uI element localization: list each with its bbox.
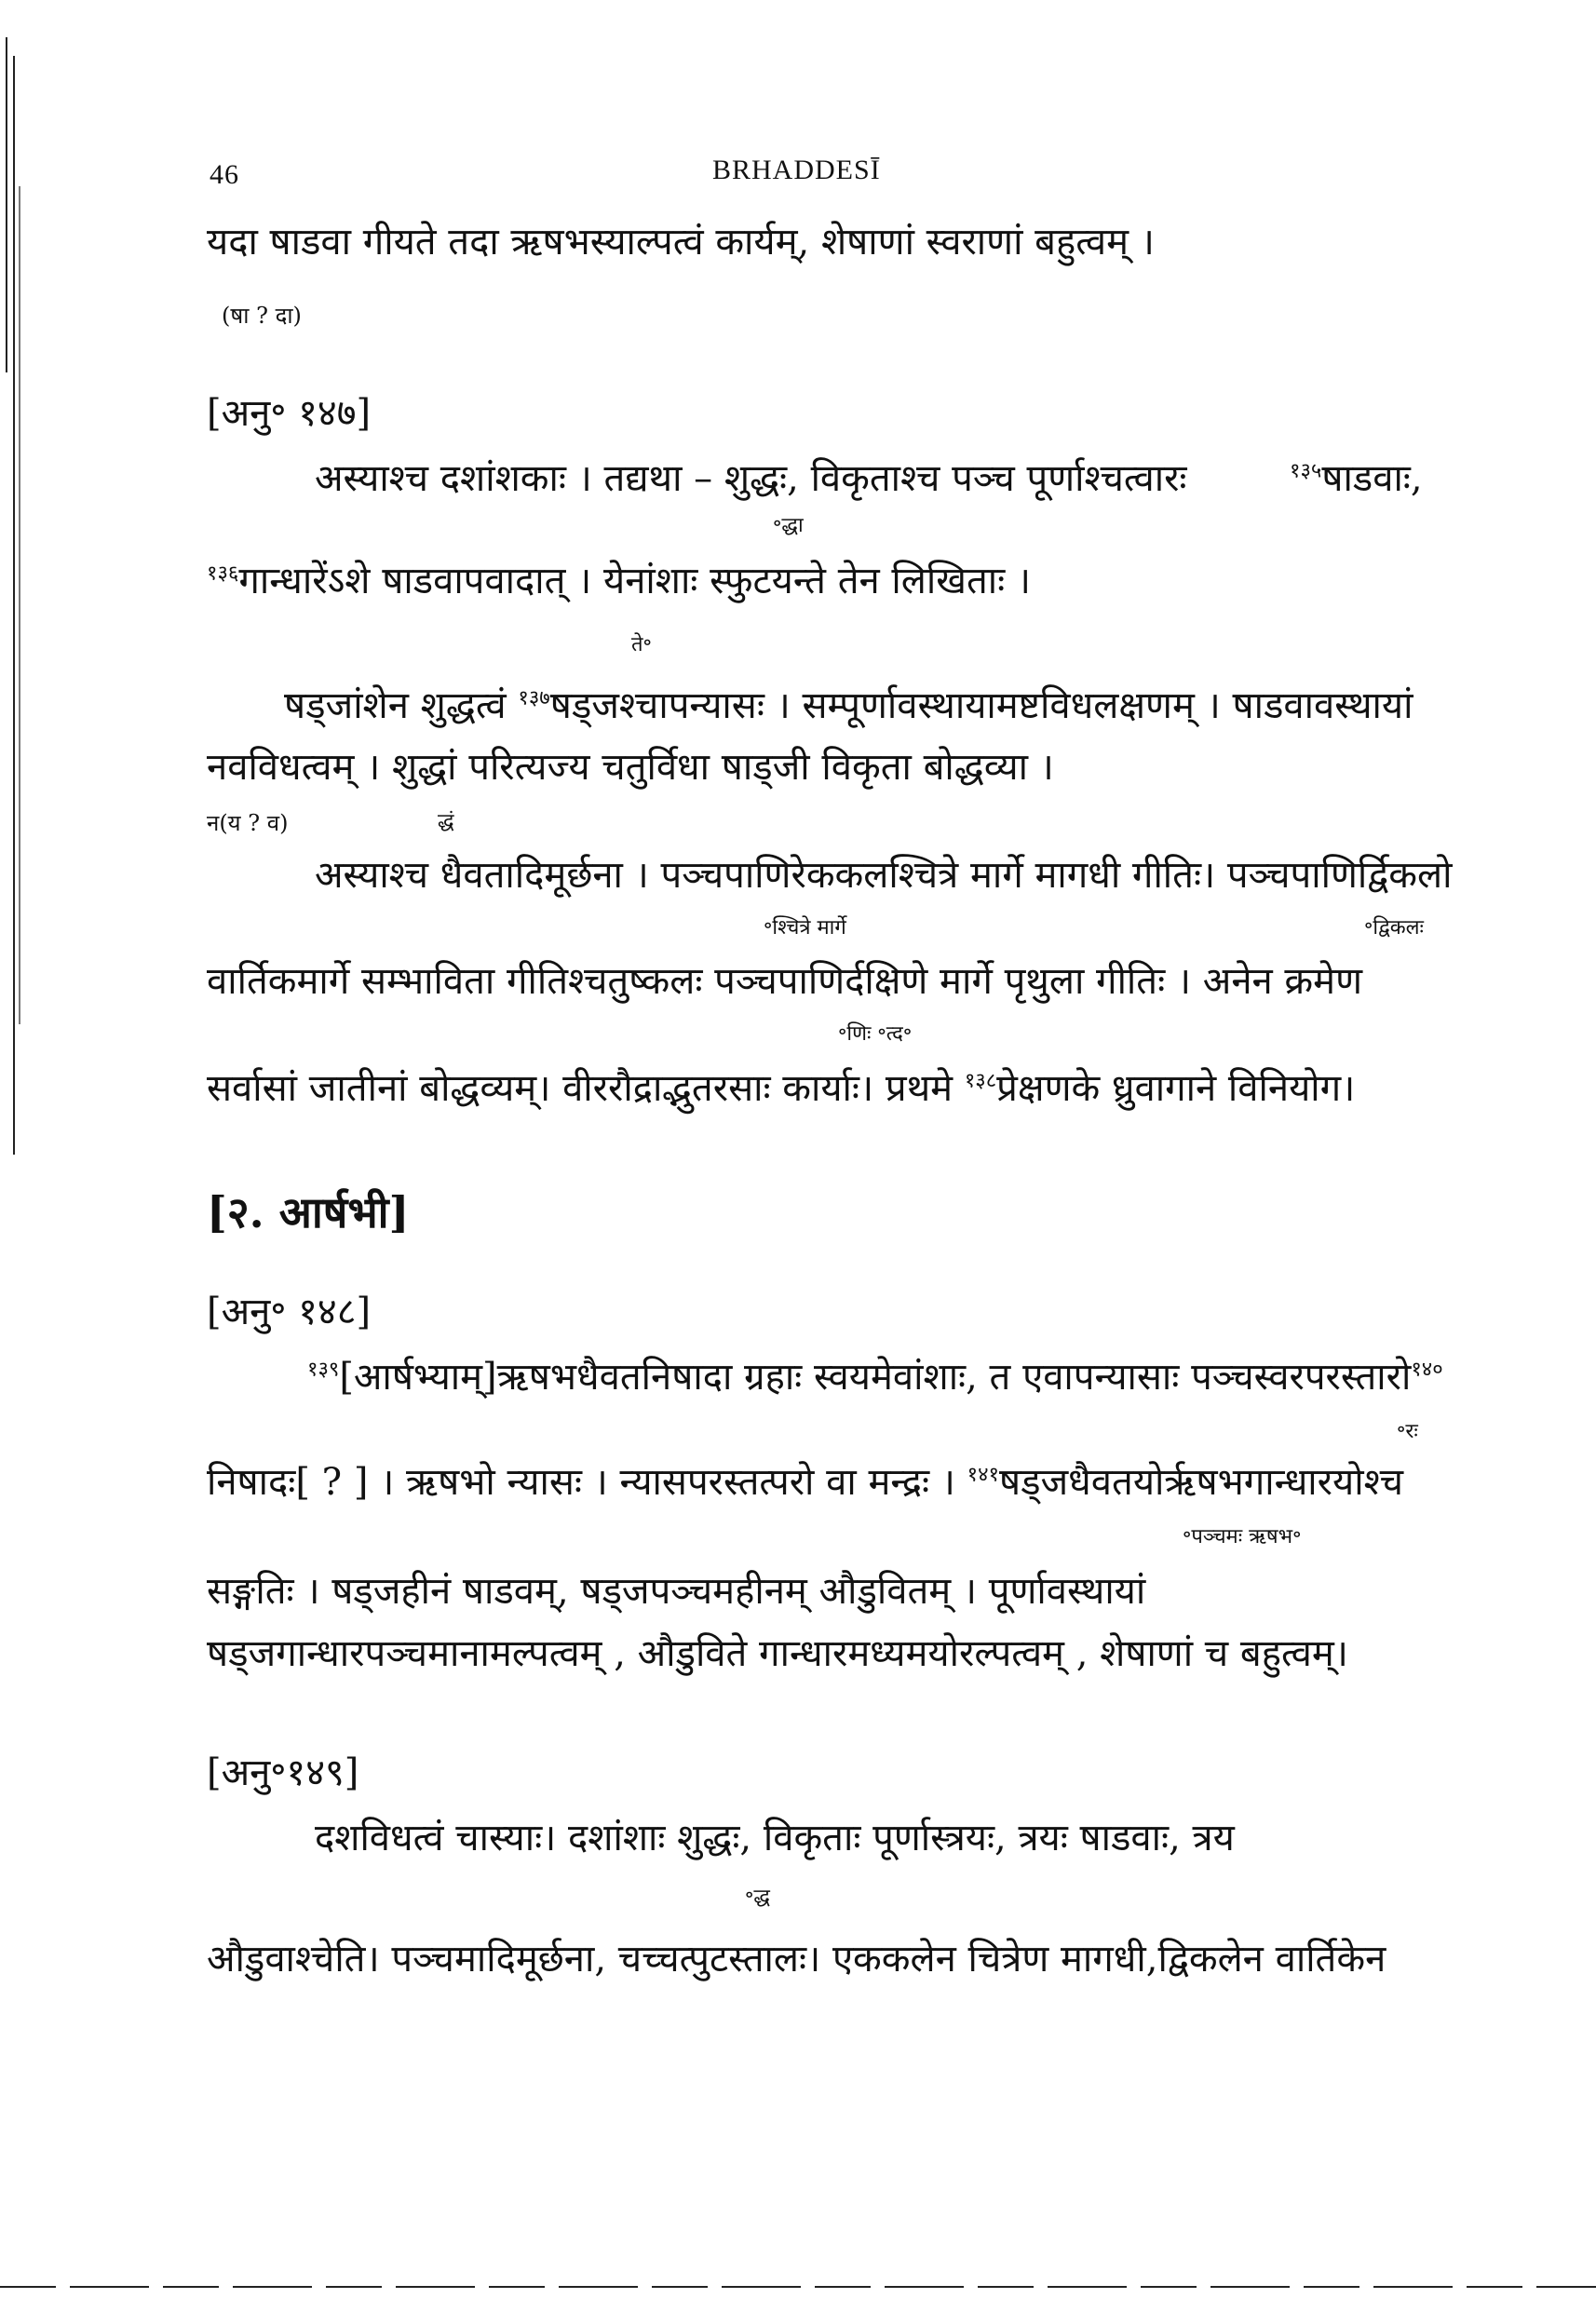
scan-bottom-edge [0,2286,1596,2288]
text-line: अस्याश्च धैवतादिमूर्छना । पञ्चपाणिरेककलश्चित्रे मार्गे मागधी गीतिः। पञ्चपाणिर्द्विकलो [315,854,1453,897]
text-line: निषादः[ ? ] । ऋषभो न्यासः । न्यासपरस्तत्परो वा मन्द्रः । $^{१४१}$षड्जधैवतयोर्ऋषभगान्धारयोश्च [207,1461,1403,1504]
text-line: दशविधत्वं चास्याः। दशांशाः शुद्धः, विकृताः पूर्णास्त्रयः, त्रयः षाडवाः, त्रय [315,1817,1235,1859]
text-line: सङ्गतिः । षड्जहीनं षाडवम्, षड्जपञ्चमहीनम् औडुवितम् । पूर्णावस्थायां [207,1570,1146,1613]
footnote-marker: १३९ [307,1358,340,1382]
footnote-variant: ते॰ [631,633,652,656]
text-line: षड्जगान्धारपञ्चमानामल्पत्वम् , औडुविते गान्धारमध्यमयोरल्पत्वम् , शेषाणां च बहुत्वम्। [207,1632,1348,1675]
footnote-variant: द्धं [438,810,454,833]
scan-edge-line [13,56,15,1155]
verse-heading: [अनु॰१४९] [207,1751,359,1794]
footnote-marker: १३६ [207,561,239,586]
footnote-variant: ॰श्चित्रे मार्गे [764,916,846,940]
verse-heading: [अनु॰ १४८] [207,1291,372,1333]
footnote-marker: १४० [1411,1358,1443,1382]
footnote-variant: ॰द्धा [773,514,804,537]
text-line: सर्वासां जातीनां बोद्धव्यम्। वीररौद्राद्भुतरसाः कार्याः। प्रथमे $^{१३८}$प्रेक्षणके ध्रुवागाने विनियोग। [207,1067,1356,1110]
text-line: $^{१३६}$गान्धारेंऽशे षाडवापवादात् । येनांशाः स्फुटयन्ते तेन लिखिताः । [207,560,1032,602]
text-line: $^{१३९}$[आर्षभ्याम्]ऋषभधैवतनिषादा ग्रहाः स्वयमेवांशाः, त एवापन्यासाः पञ्चस्वरपरस्तारो$^{१४०}$ [307,1356,1443,1399]
footnote-marker: १४१ [967,1463,999,1487]
page-number: 46 [210,159,239,190]
text-line: नवविधत्वम् । शुद्धां परित्यज्य चतुर्विधा षाड्जी विकृता बोद्धव्या । [207,746,1054,789]
running-title: BRHADDESĪ [712,155,881,185]
text-line: अस्याश्च दशांशकाः । तद्यथा – शुद्धः, विकृताश्च पञ्च पूर्णाश्चत्वारः [315,457,1187,500]
footnote-variant: न(य ? व) [207,810,289,836]
footnote-variant: (षा ? दा) [222,303,302,329]
footnote-variant: ॰णिः ॰त्द॰ [838,1022,913,1046]
footnote-variant: ॰रः [1397,1420,1418,1443]
footnote-marker: १३५ [1290,459,1322,483]
footnote-marker: १३७ [518,686,550,710]
footnote-marker: १३८ [964,1069,997,1093]
footnote-variant: ॰द्ध [745,1886,770,1909]
footnote-variant: ॰द्विकलः [1364,916,1424,940]
text-line: $^{१३५}$षाडवाः, [1290,457,1423,500]
text-line: षड्जांशेन शुद्धत्वं $^{१३७}$षड्जश्चापन्यासः । सम्पूर्णावस्थायामष्टविधलक्षणम् । षाडवावस्थायां [284,684,1413,727]
text-line: वार्तिकमार्गे सम्भाविता गीतिश्चतुष्कलः पञ्चपाणिर्दक्षिणे मार्गे पृथुला गीतिः । अनेन क्रमेण [207,960,1362,1003]
scan-edge-line [6,37,7,372]
footnote-variant: ॰पञ्चमः ऋषभ॰ [1183,1525,1302,1548]
section-heading: [२. आर्षभी] [207,1187,410,1237]
text-line: औडुवाश्चेति। पञ्चमादिमूर्छना, चच्चत्पुटस्तालः। एककलेन चित्रेण मागधी,द्विकलेन वार्तिकेन [207,1938,1386,1981]
verse-heading: [अनु॰ १४७] [207,392,372,435]
text-line: यदा षाडवा गीयते तदा ऋषभस्याल्पत्वं कार्यम्, शेषाणां स्वराणां बहुत्वम् । [207,221,1155,264]
scan-edge-line [19,186,20,1024]
